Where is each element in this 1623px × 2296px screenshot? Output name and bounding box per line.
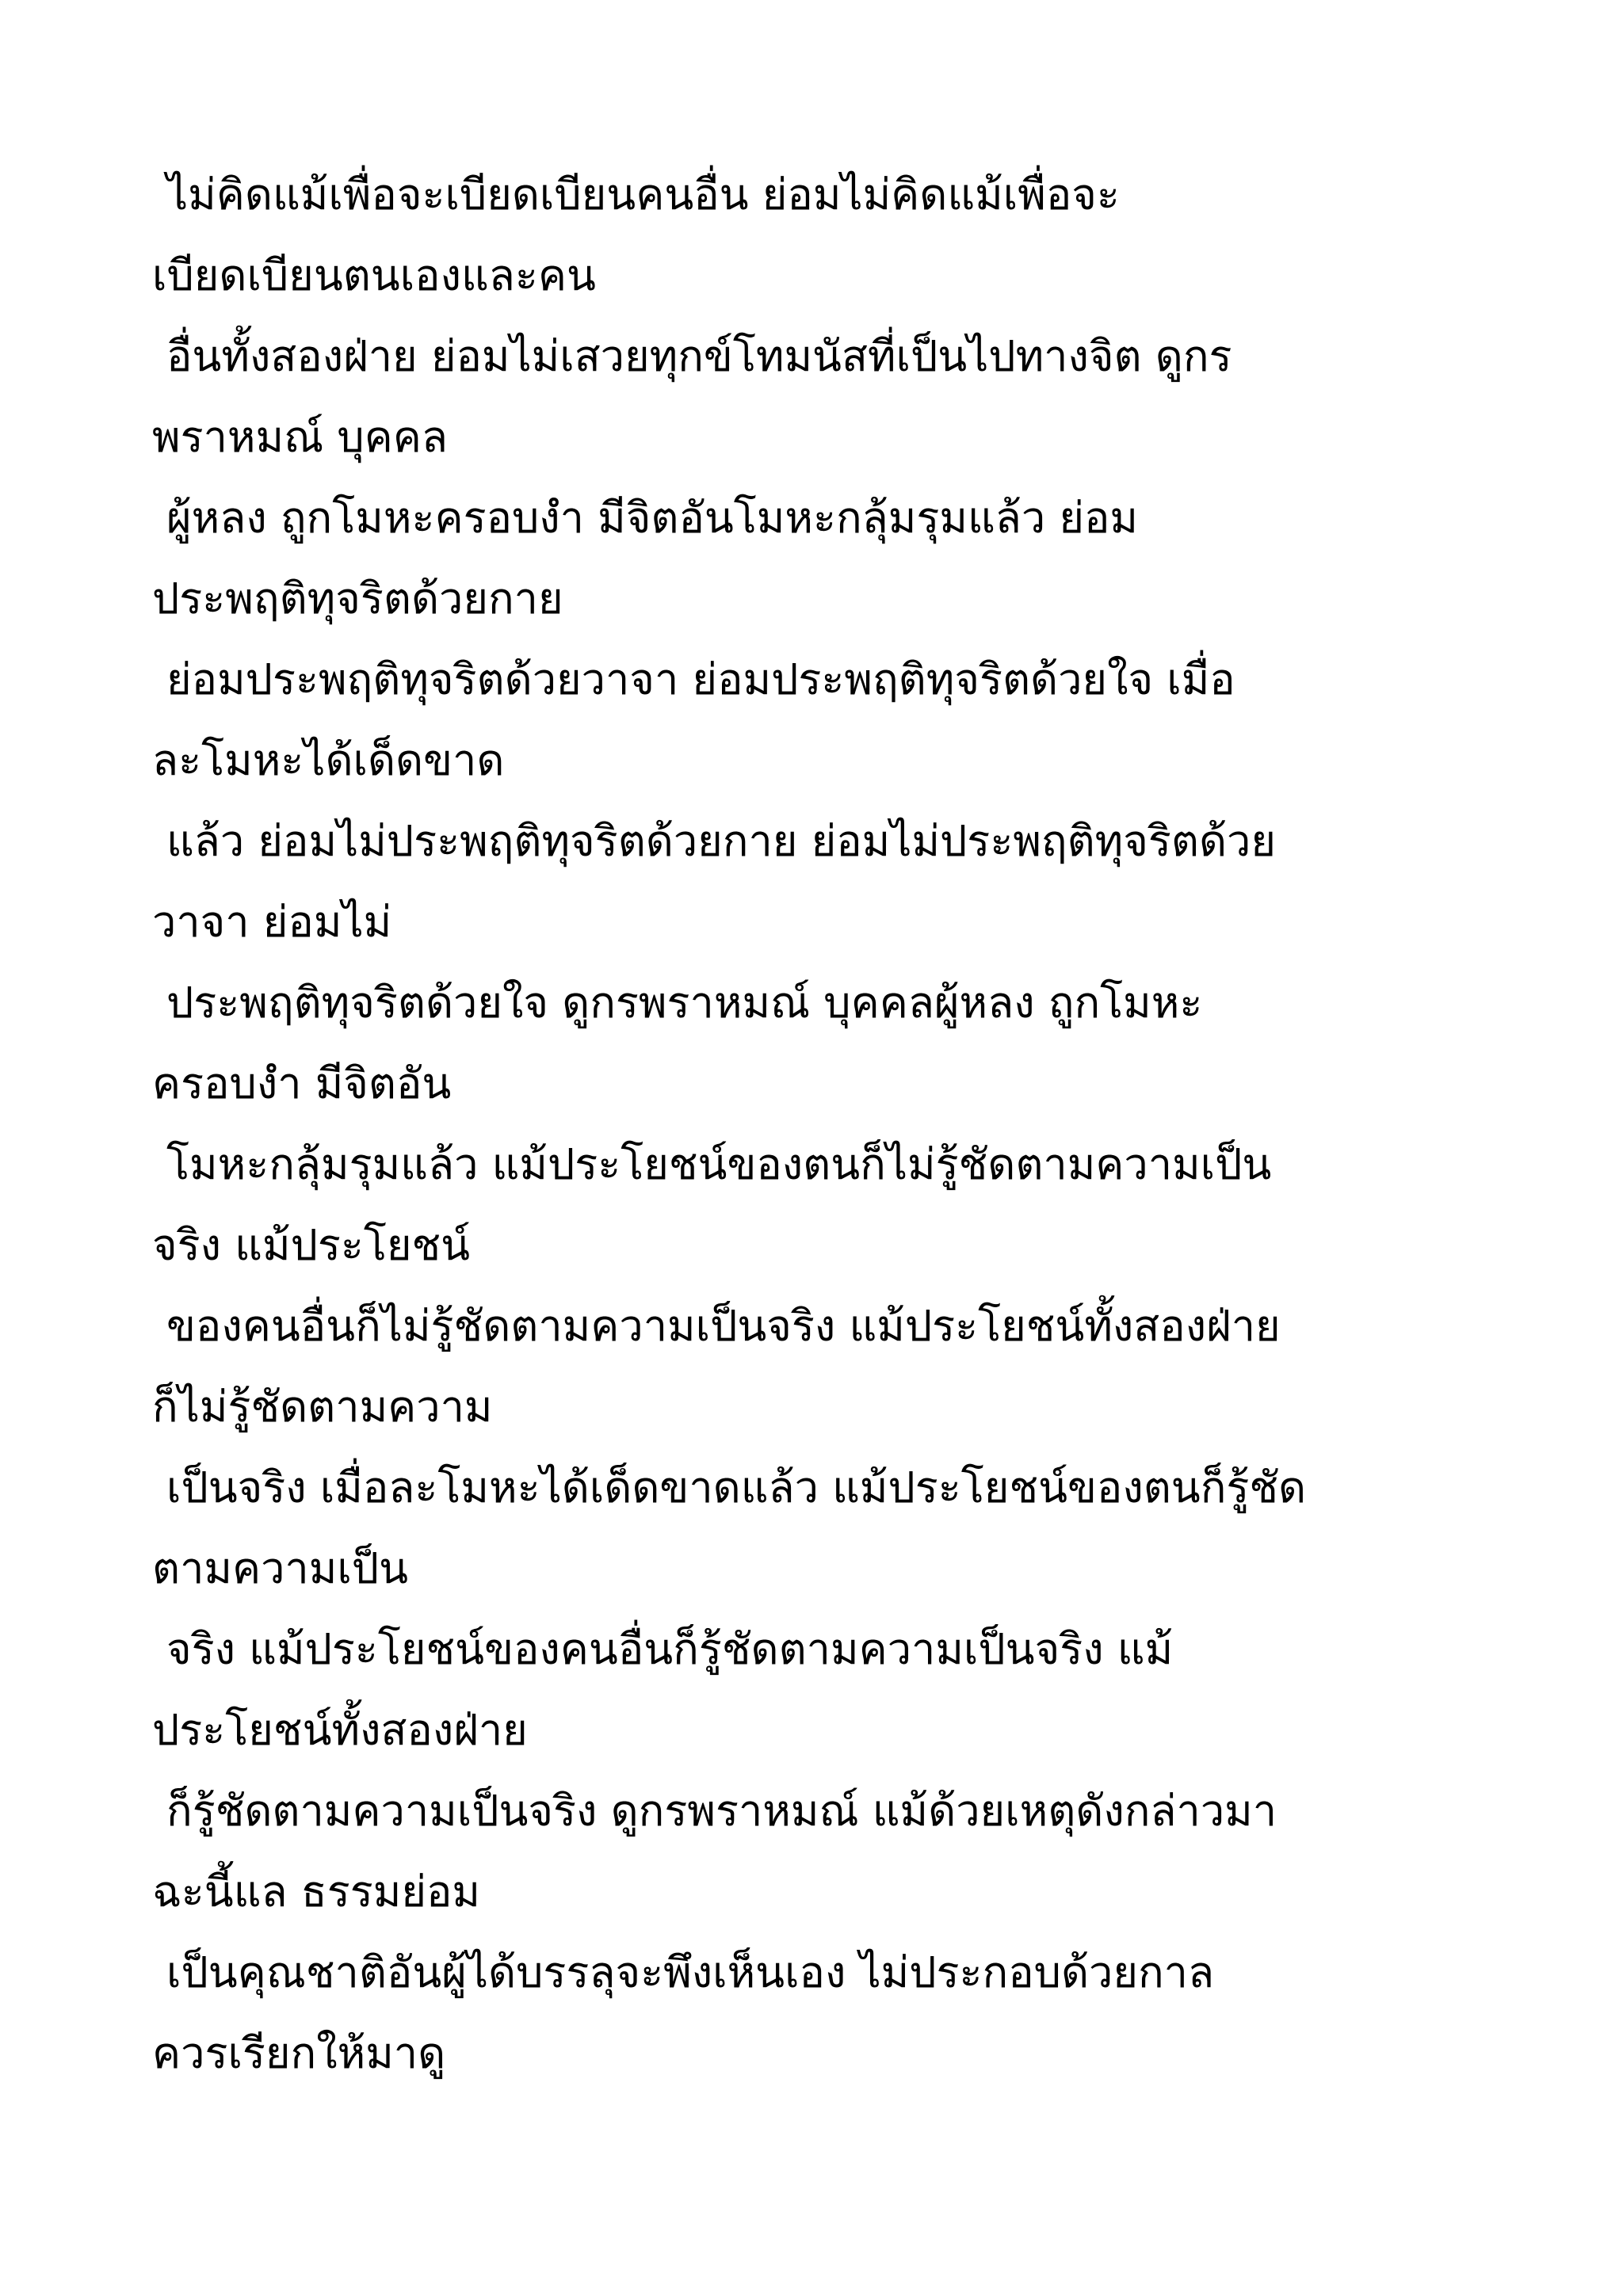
text-line: แล้ว ย่อมไม่ประพฤติทุจริตด้วยกาย ย่อมไม่ประพฤติทุจริตด้วย [166, 816, 1277, 866]
text-line: ละโมหะได้เด็ดขาด [152, 735, 505, 785]
text-line: ประพฤติทุจริตด้วยกาย [152, 574, 563, 624]
text-line: ควรเรียกให้มาดู [152, 2028, 446, 2078]
text-line: ก็รู้ชัดตามความเป็นจริง ดูกรพราหมณ์ แม้ด้วยเหตุดังกล่าวมา [166, 1786, 1277, 1836]
text-line: ย่อมประพฤติทุจริตด้วยวาจา ย่อมประพฤติทุจริตด้วยใจ เมื่อ [166, 654, 1235, 704]
text-line: จริง แม้ประโยชน์ของคนอื่นก็รู้ชัดตามความเป็นจริง แม้ [166, 1624, 1174, 1674]
text-line: ฉะนี้แล ธรรมย่อม [152, 1867, 480, 1917]
text-line: ประโยชน์ทั้งสองฝ่าย [152, 1705, 528, 1755]
text-line: โมหะกลุ้มรุมแล้ว แม้ประโยชน์ของตนก็ไม่รู้ชัดตามความเป็น [166, 1139, 1272, 1189]
text-line: เป็นคุณชาติอันผู้ได้บรรลุจะพึงเห็นเอง ไม่ประกอบด้วยกาล [166, 1947, 1215, 1997]
text-line: ประพฤติทุจริตด้วยใจ ดูกรพราหมณ์ บุคคลผู้หลง ถูกโมหะ [166, 978, 1203, 1028]
text-line: ตามความเป็น [152, 1543, 408, 1593]
text-line: ก็ไม่รู้ชัดตามความ [152, 1382, 493, 1432]
text-line: อื่นทั้งสองฝ่าย ย่อมไม่เสวยทุกข์โทมนัสที่เป็นไปทางจิต ดูกร [166, 331, 1232, 381]
text-line: ไม่คิดแม้เพื่อจะเบียดเบียนคนอื่น ย่อมไม่คิดแม้เพื่อจะ [166, 170, 1120, 219]
text-line: วาจา ย่อมไม่ [152, 897, 392, 947]
text-line: จริง แม้ประโยชน์ [152, 1220, 471, 1270]
text-line: เบียดเบียนตนเองและคน [152, 250, 596, 300]
text-line: ของคนอื่นก็ไม่รู้ชัดตามความเป็นจริง แม้ประโยชน์ทั้งสองฝ่าย [166, 1301, 1281, 1351]
text-line: พราหมณ์ บุคคล [152, 412, 448, 462]
text-line: ผู้หลง ถูกโมหะครอบงำ มีจิตอันโมหะกลุ้มรุมแล้ว ย่อม [166, 493, 1139, 543]
text-line: เป็นจริง เมื่อละโมหะได้เด็ดขาดแล้ว แม้ประโยชน์ของตนก็รู้ชัด [166, 1463, 1307, 1512]
text-line: ครอบงำ มีจิตอัน [152, 1058, 452, 1108]
